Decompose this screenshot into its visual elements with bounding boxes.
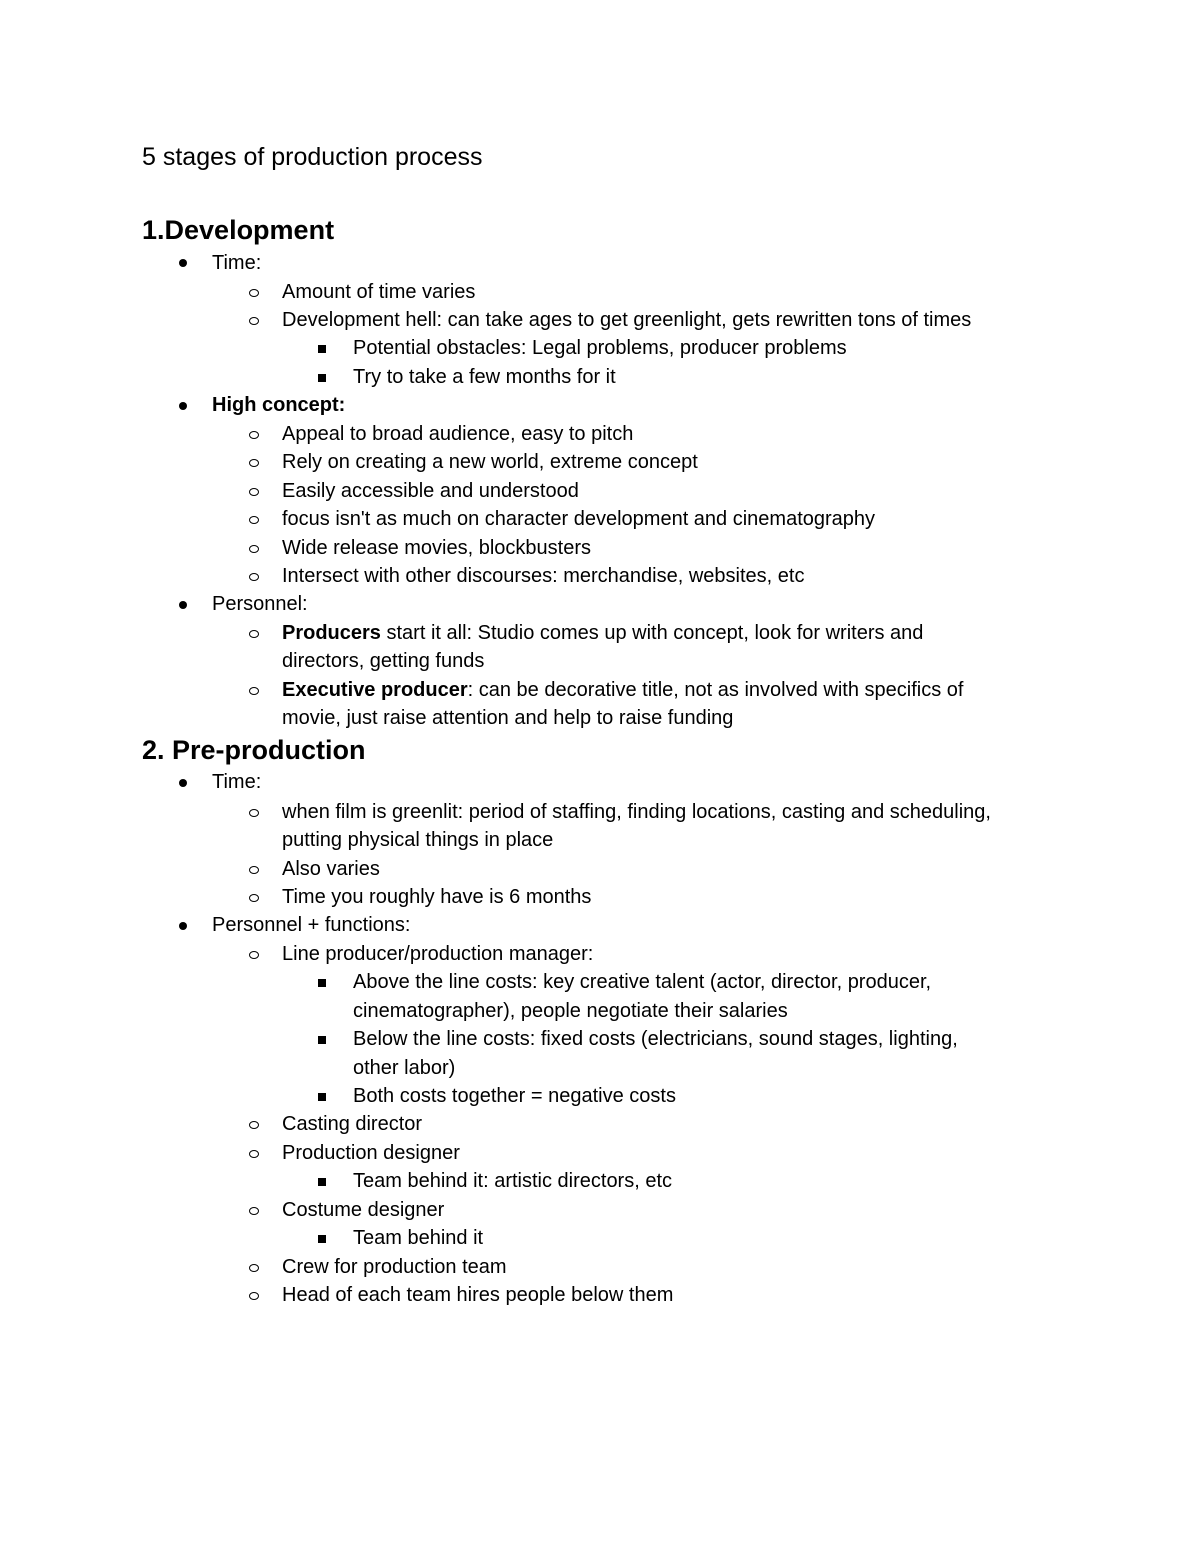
list-item: Amount of time varies xyxy=(282,281,476,303)
disc-bullet-icon xyxy=(179,402,187,410)
list-item: Personnel + functions: xyxy=(212,914,411,936)
circle-bullet-icon xyxy=(249,488,259,496)
list-item: when film is greenlit: period of staffing, finding locations, casting and scheduling, xyxy=(282,801,991,823)
list-item: High concept: xyxy=(212,394,346,416)
list-item: Easily accessible and understood xyxy=(282,480,579,502)
list-item: Casting director xyxy=(282,1113,423,1135)
circle-bullet-icon xyxy=(249,516,259,524)
list-item-continuation: other labor) xyxy=(353,1057,456,1079)
list-item: Above the line costs: key creative talent (actor, director, producer, xyxy=(353,971,932,993)
list-item: Head of each team hires people below them xyxy=(282,1284,674,1306)
item-text: start it all: Studio comes up with concept, look for writers and xyxy=(380,622,924,644)
list-item: Costume designer xyxy=(282,1199,445,1221)
list-item: Rely on creating a new world, extreme concept xyxy=(282,451,698,473)
list-item: Appeal to broad audience, easy to pitch xyxy=(282,423,634,445)
list-item: Wide release movies, blockbusters xyxy=(282,537,592,559)
list-item: Team behind it xyxy=(353,1227,484,1249)
circle-bullet-icon xyxy=(249,573,259,581)
circle-bullet-icon xyxy=(249,1121,259,1129)
list-item: Production designer xyxy=(282,1142,460,1164)
list-item xyxy=(282,676,963,705)
section-heading-pre-production: 2. Pre-production xyxy=(142,735,366,765)
disc-bullet-icon xyxy=(179,259,187,267)
circle-bullet-icon xyxy=(249,809,259,817)
circle-bullet-icon xyxy=(249,866,259,874)
section-heading-development: 1.Development xyxy=(142,215,335,245)
circle-bullet-icon xyxy=(249,289,259,297)
document-title: 5 stages of production process xyxy=(142,143,483,171)
disc-bullet-icon xyxy=(179,922,187,930)
circle-bullet-icon xyxy=(249,1207,259,1215)
circle-bullet-icon xyxy=(249,894,259,902)
square-bullet-icon xyxy=(318,979,326,987)
list-item: Time: xyxy=(212,771,262,793)
circle-bullet-icon xyxy=(249,951,259,959)
list-item: Try to take a few months for it xyxy=(353,366,616,388)
square-bullet-icon xyxy=(318,1093,326,1101)
list-item: Below the line costs: fixed costs (electricians, sound stages, lighting, xyxy=(353,1028,958,1050)
circle-bullet-icon xyxy=(249,1150,259,1158)
disc-bullet-icon xyxy=(179,779,187,787)
circle-bullet-icon xyxy=(249,630,259,638)
circle-bullet-icon xyxy=(249,431,259,439)
list-item: Potential obstacles: Legal problems, producer problems xyxy=(353,337,847,359)
list-item: Time: xyxy=(212,252,262,274)
emphasis-text: Producers xyxy=(282,622,381,644)
list-item: Both costs together = negative costs xyxy=(353,1085,676,1107)
list-item: Personnel: xyxy=(212,593,308,615)
disc-bullet-icon xyxy=(179,601,187,609)
square-bullet-icon xyxy=(318,1235,326,1243)
square-bullet-icon xyxy=(318,374,326,382)
square-bullet-icon xyxy=(318,1036,326,1044)
list-item: Time you roughly have is 6 months xyxy=(282,886,592,908)
list-item-continuation: putting physical things in place xyxy=(282,829,554,851)
list-item: focus isn't as much on character development and cinematography xyxy=(282,508,876,530)
circle-bullet-icon xyxy=(249,545,259,553)
circle-bullet-icon xyxy=(249,1264,259,1272)
circle-bullet-icon xyxy=(249,687,259,695)
list-item: Line producer/production manager: xyxy=(282,943,594,965)
list-item: Crew for production team xyxy=(282,1256,507,1278)
circle-bullet-icon xyxy=(249,459,259,467)
circle-bullet-icon xyxy=(249,1292,259,1300)
list-item xyxy=(282,619,923,648)
list-item: Intersect with other discourses: merchandise, websites, etc xyxy=(282,565,805,587)
list-item-continuation: movie, just raise attention and help to raise funding xyxy=(282,707,734,729)
list-item: Team behind it: artistic directors, etc xyxy=(353,1170,673,1192)
square-bullet-icon xyxy=(318,1178,326,1186)
list-item: Development hell: can take ages to get greenlight, gets rewritten tons of times xyxy=(282,309,972,331)
square-bullet-icon xyxy=(318,345,326,353)
item-text: : can be decorative title, not as involved with specifics of xyxy=(467,679,964,701)
emphasis-text: Executive producer xyxy=(282,679,468,701)
circle-bullet-icon xyxy=(249,317,259,325)
list-item: Also varies xyxy=(282,858,380,880)
list-item-continuation: cinematographer), people negotiate their salaries xyxy=(353,1000,788,1022)
list-item-continuation: directors, getting funds xyxy=(282,650,485,672)
